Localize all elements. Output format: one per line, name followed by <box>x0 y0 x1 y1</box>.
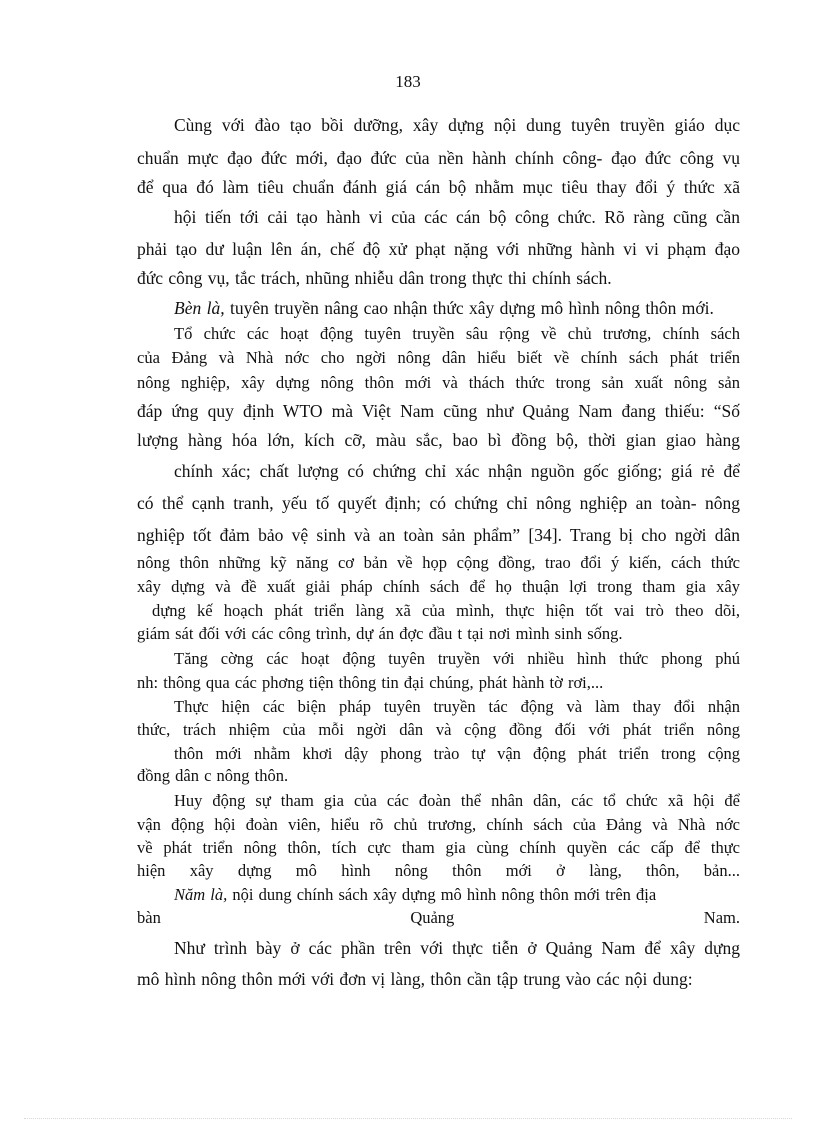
text-line <box>174 297 714 319</box>
text-line: lượng hàng hóa lớn, kích cỡ, màu sắc, bao bì đồng bộ, thời gian giao hàng <box>137 430 740 450</box>
text-line: Tổ chức các hoạt động tuyên truyền sâu rộng về chủ trương, chính sách <box>174 324 740 343</box>
text-line: đáp ứng quy định WTO mà Việt Nam cũng như Quảng Nam đang thiếu: “Số <box>137 401 740 421</box>
page-bottom-divider <box>24 1118 792 1119</box>
text-line: vận động hội đoàn viên, hiểu rõ chủ trương, chính sách của Đảng và Nhà nớc <box>137 815 740 834</box>
text-line: phải tạo dư luận lên án, chế độ xử phạt nặng với những hành vi vi phạm đạo <box>137 239 740 259</box>
text-line: để qua đó làm tiêu chuẩn đánh giá cán bộ nhằm mục tiêu thay đổi ý thức xã <box>137 177 740 197</box>
ordinal-label: Năm là, <box>174 885 228 904</box>
text-line: của Đảng và Nhà nớc cho ngời nông dân hiểu biết về chính sách phát triển <box>137 348 740 367</box>
text-line: Tăng cờng các hoạt động tuyên truyền với nhiều hình thức phong phú <box>174 649 740 668</box>
text-line: bàn Quảng Nam. <box>137 908 740 927</box>
text-line: thức, trách nhiệm của mỗi ngời dân và cộng đồng đối với phát triển nông <box>137 720 740 739</box>
line-text: nội dung chính sách xây dựng mô hình nông thôn mới trên địa <box>227 885 657 904</box>
text-line: nông thôn những kỹ năng cơ bản về họp cộng đồng, trao đổi ý kiến, cách thức <box>137 553 740 572</box>
text-line: Như trình bày ở các phần trên với thực tiễn ở Quảng Nam để xây dựng <box>174 938 740 958</box>
text-line: dựng kế hoạch phát triển làng xã của mình, thực hiện tốt vai trò theo dõi, <box>152 601 740 620</box>
ordinal-label: Bèn là, <box>174 298 225 318</box>
text-line: có thể cạnh tranh, yếu tố quyết định; có chứng chỉ nông nghiệp an toàn- nông <box>137 493 740 513</box>
text-line: hiện xây dựng mô hình nông thôn mới ở làng, thôn, bản... <box>137 861 740 880</box>
text-line: giám sát đối với các công trình, dự án đợc đầu t tại nơi mình sinh sống. <box>137 624 623 643</box>
page-number: 183 <box>395 72 421 91</box>
text-line: nông nghiệp, xây dựng nông thôn mới và thách thức trong sản xuất nông sản <box>137 373 740 392</box>
text-line: nh: thông qua các phơng tiện thông tin đại chúng, phát hành tờ rơi,... <box>137 673 604 692</box>
text-line: hội tiến tới cải tạo hành vi của các cán bộ công chức. Rõ ràng cũng cần <box>174 207 740 227</box>
text-line: xây dựng và đề xuất giải pháp chính sách để họ thuận lợi trong tham gia xây <box>137 577 740 596</box>
text-line: Cùng với đào tạo bồi dưỡng, xây dựng nội dung tuyên truyền giáo dục <box>174 115 740 135</box>
line-text: tuyên truyền nâng cao nhận thức xây dựng mô hình nông thôn mới. <box>224 298 714 318</box>
text-line: mô hình nông thôn mới với đơn vị làng, thôn cần tập trung vào các nội dung: <box>137 969 693 989</box>
text-line: Huy động sự tham gia của các đoàn thể nhân dân, các tổ chức xã hội để <box>174 791 740 810</box>
text-line: thôn mới nhằm khơi dậy phong trào tự vận động phát triển trong cộng <box>174 744 740 763</box>
text-line: Thực hiện các biện pháp tuyên truyền tác động và làm thay đổi nhận <box>174 697 740 716</box>
text-line: chuẩn mực đạo đức mới, đạo đức của nền hành chính công- đạo đức công vụ <box>137 148 740 168</box>
text-line: về phát triển nông thôn, tích cực tham gia cùng chính quyền các cấp để thực <box>137 838 740 857</box>
text-line: chính xác; chất lượng có chứng chỉ xác nhận nguồn gốc giống; giá rẻ để <box>174 461 740 481</box>
text-line: đức công vụ, tắc trách, nhũng nhiễu dân trong thực thi chính sách. <box>137 268 612 288</box>
text-line: đồng dân c nông thôn. <box>137 766 289 785</box>
text-line <box>174 884 656 906</box>
text-line: nghiệp tốt đảm bảo vệ sinh và an toàn sản phẩm” [34]. Trang bị cho ngời dân <box>137 525 740 545</box>
